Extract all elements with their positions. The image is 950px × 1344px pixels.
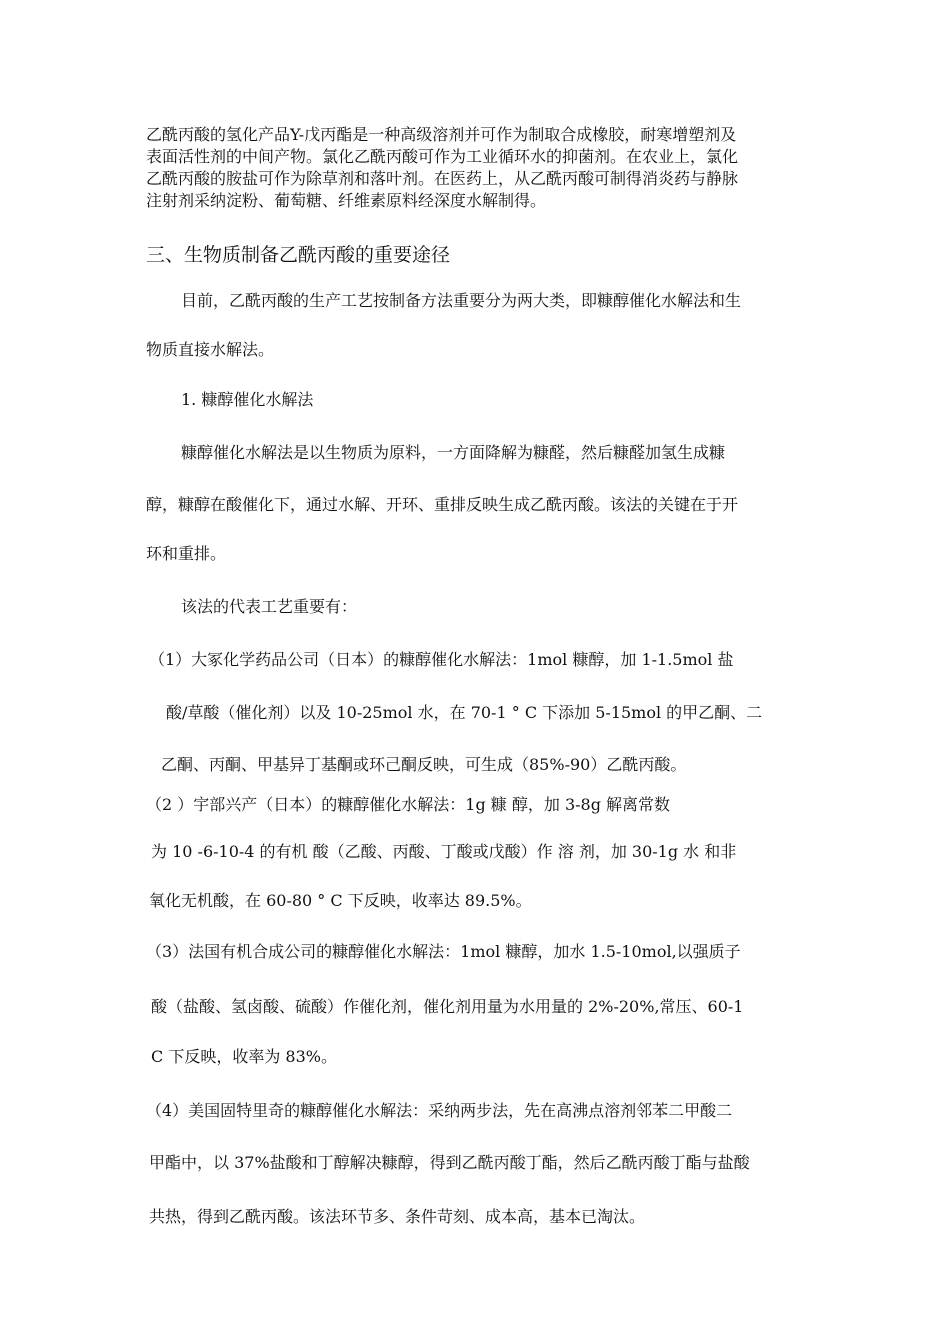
paragraph-line: 醇，糠醇在酸催化下，通过水解、开环、重排反映生成乙酰丙酸。该法的关键在于开 [146, 495, 739, 514]
intro-line: 乙酰丙酸的氢化产品Y-戊丙酯是一种高级溶剂并可作为制取合成橡胶，耐寒增塑剂及 [146, 125, 737, 144]
section-heading: 三、生物质制备乙酰丙酸的重要途径 [146, 244, 451, 266]
paragraph-line: 目前，乙酰丙酸的生产工艺按制备方法重要分为两大类，即糠醇催化水解法和生 [181, 291, 742, 310]
intro-paragraph [146, 124, 826, 212]
paragraph-line: 物质直接水解法。 [146, 340, 275, 359]
intro-line: 注射剂采纳淀粉、葡萄糖、纤维素原料经深度水解制得。 [146, 191, 547, 210]
list-item-line: （3）法国有机合成公司的糠醇催化水解法：1mol 糠醇，加水 1.5-10mol,以强质子 [146, 942, 741, 961]
list-item-line: C 下反映，收率为 83%。 [151, 1047, 337, 1066]
list-item-line: （2 ）宇部兴产（日本）的糠醇催化水解法：1g 糠 醇，加 3-8g 解离常数 [146, 795, 671, 814]
paragraph-line: 该法的代表工艺重要有： [181, 597, 358, 616]
list-item-line: 酸/草酸（催化剂）以及 10-25mol 水，在 70-1 ° C 下添加 5-15mol 的甲乙酮、二 [166, 703, 763, 722]
list-item-line: （1）大冢化学药品公司（日本）的糠醇催化水解法：1mol 糠醇，加 1-1.5mol 盐 [149, 650, 734, 669]
list-item-line: 为 10 -6-10-4 的有机 酸（乙酸、丙酸、丁酸或戊酸）作 溶 剂，加 30-1g 水 和非 [151, 842, 737, 861]
intro-line: 表面活性剂的中间产物。氯化乙酰丙酸可作为工业循环水的抑菌剂。在农业上，氯化 [146, 147, 739, 166]
list-item-line: 酸（盐酸、氢卤酸、硫酸）作催化剂，催化剂用量为水用量的 2%-20%,常压、60-1 [151, 997, 744, 1016]
intro-line: 乙酰丙酸的胺盐可作为除草剂和落叶剂。在医药上，从乙酰丙酸可制得消炎药与静脉 [146, 169, 739, 188]
paragraph-line: 糠醇催化水解法是以生物质为原料，一方面降解为糠醛，然后糠醛加氢生成糠 [181, 443, 726, 462]
list-item-line: 共热，得到乙酰丙酸。该法环节多、条件苛刻、成本高，基本已淘汰。 [149, 1207, 646, 1226]
list-item-line: 甲酯中，以 37%盐酸和丁醇解决糠醇，得到乙酰丙酸丁酯，然后乙酰丙酸丁酯与盐酸 [149, 1153, 750, 1172]
subheading: 1. 糠醇催化水解法 [181, 390, 314, 409]
list-item-line: 氧化无机酸，在 60-80 ° C 下反映，收率达 89.5%。 [149, 891, 532, 910]
list-item-line: 乙酮、丙酮、甲基异丁基酮或环己酮反映，可生成（85%-90）乙酰丙酸。 [161, 755, 687, 774]
paragraph-line: 环和重排。 [146, 544, 227, 563]
list-item-line: （4）美国固特里奇的糠醇催化水解法：采纳两步法，先在高沸点溶剂邻苯二甲酸二 [146, 1101, 733, 1120]
